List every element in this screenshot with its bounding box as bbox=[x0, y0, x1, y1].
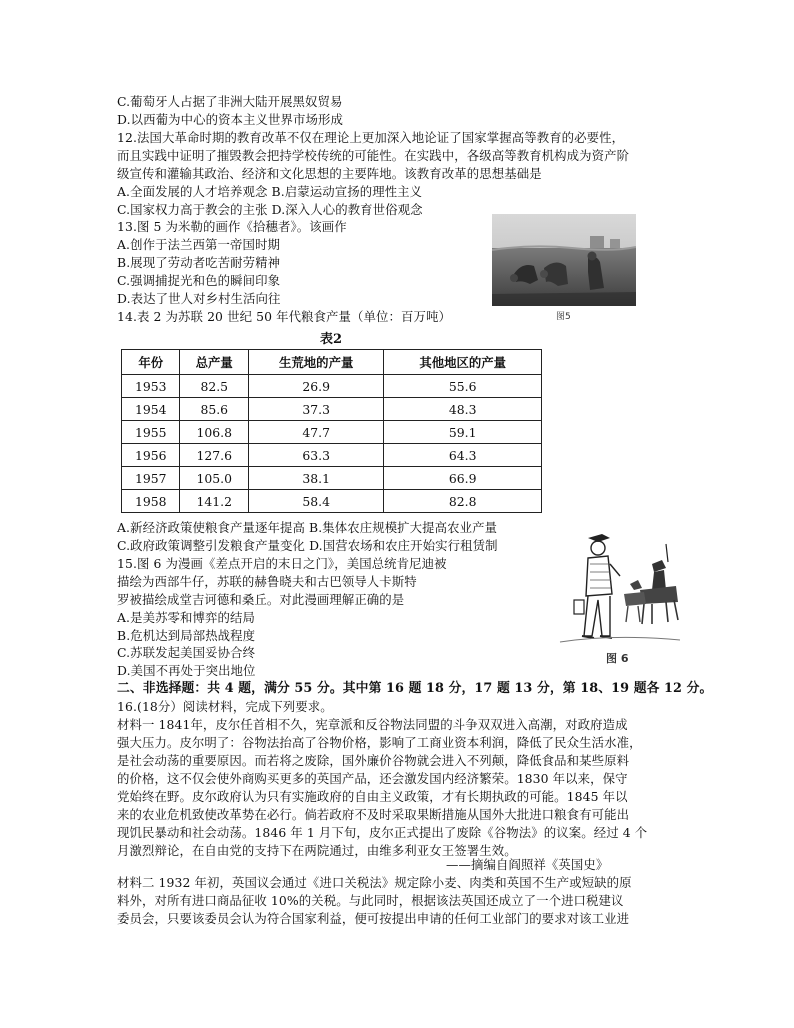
question-text: 罗被描绘成堂吉诃德和桑丘。对此漫画理解正确的是 bbox=[117, 592, 405, 607]
material-text: 料外，对所有进口商品征收 10%的关税。与此同时，根据该法英国还成立了一个进口税建议 bbox=[117, 893, 624, 908]
table-row bbox=[122, 444, 542, 467]
option-line: C.政府政策调整引发粮食产量变化 D.国营农场和农庄开始实行租赁制 bbox=[117, 538, 498, 553]
option-line: B.展现了劳动者吃苦耐劳精神 bbox=[117, 255, 281, 270]
table-cell: 38.1 bbox=[249, 467, 384, 490]
option-line: A.新经济政策使粮食产量逐年提高 B.集体农庄规模扩大提高农业产量 bbox=[117, 520, 498, 535]
question-text: 14.表 2 为苏联 20 世纪 50 年代粮食产量（单位：百万吨） bbox=[117, 309, 451, 324]
table-cell: 85.6 bbox=[180, 398, 249, 421]
material-text: 委员会，只要该委员会认为符合国家利益，便可按提出申请的任何工业部门的要求对该工业进 bbox=[117, 911, 630, 926]
table-cell: 64.3 bbox=[384, 444, 542, 467]
figure5-caption: 图5 bbox=[556, 312, 571, 322]
table-cell: 55.6 bbox=[384, 375, 542, 398]
option-line: A.是美苏零和博弈的结局 bbox=[117, 610, 255, 625]
table-row bbox=[122, 398, 542, 421]
figure5-painting bbox=[492, 214, 636, 306]
section-heading: 二、非选择题：共 4 题，满分 55 分。其中第 16 题 18 分，17 题 13 分，第 18、19 题各 12 分。 bbox=[117, 681, 713, 696]
option-line: A.全面发展的人才培养观念 B.启蒙运动宣扬的理性主义 bbox=[117, 184, 423, 199]
table-header-row bbox=[122, 350, 542, 375]
table-cell: 1956 bbox=[122, 444, 180, 467]
figure6-caption: 图 6 bbox=[606, 652, 629, 665]
question-text: 12.法国大革命时期的教育改革不仅在理论上更加深入地论证了国家掌握高等教育的必要性， bbox=[117, 130, 625, 145]
table-cell: 66.9 bbox=[384, 467, 542, 490]
grain-table bbox=[121, 349, 542, 513]
table-header: 年份 bbox=[122, 350, 180, 375]
table-cell: 47.7 bbox=[249, 421, 384, 444]
figure6-cartoon bbox=[554, 524, 686, 666]
table-cell: 106.8 bbox=[180, 421, 249, 444]
table-cell: 58.4 bbox=[249, 490, 384, 513]
table-cell: 82.5 bbox=[180, 375, 249, 398]
table-cell: 1953 bbox=[122, 375, 180, 398]
table-row bbox=[122, 375, 542, 398]
option-line: D.表达了世人对乡村生活向往 bbox=[117, 291, 281, 306]
question-text: 15.图 6 为漫画《差点开启的末日之门》，美国总统肯尼迪被 bbox=[117, 556, 447, 571]
question-text: 描绘为西部牛仔，苏联的赫鲁晓夫和古巴领导人卡斯特 bbox=[117, 574, 417, 589]
material-text: 材料一 1841年，皮尔任首相不久，宪章派和反谷物法同盟的斗争双双进入高潮，对政府造成 bbox=[117, 717, 628, 732]
question-text: 级宣传和灌输其政治、经济和文化思想的主要阵地。该教育改革的思想基础是 bbox=[117, 166, 542, 181]
table-title: 表2 bbox=[320, 332, 343, 347]
table-cell: 48.3 bbox=[384, 398, 542, 421]
table-header: 总产量 bbox=[180, 350, 249, 375]
option-line: C.苏联发起美国妥协合终 bbox=[117, 645, 256, 660]
option-line: B.危机达到局部热战程度 bbox=[117, 628, 256, 643]
source-citation: ——摘编自阎照祥《英国史》 bbox=[446, 857, 609, 872]
option-line: C.葡萄牙人占据了非洲大陆开展黑奴贸易 bbox=[117, 94, 343, 109]
table-row bbox=[122, 490, 542, 513]
material-text: 的价格，这不仅会使外商购买更多的英国产品，还会激发国内经济繁荣。1830 年以来，保守 bbox=[117, 771, 628, 786]
material-text: 月激烈辩论，在自由党的支持下在两院通过，由维多利亚女王签署生效。 bbox=[117, 843, 517, 858]
material-text: 材料二 1932 年初，英国议会通过《进口关税法》规定除小麦、肉类和英国不生产或短缺的原 bbox=[117, 875, 632, 890]
question-text: 13.图 5 为米勒的画作《拾穗者》。该画作 bbox=[117, 219, 347, 234]
option-line: C.强调捕捉光和色的瞬间印象 bbox=[117, 273, 281, 288]
table-header: 其他地区的产量 bbox=[384, 350, 542, 375]
material-text: 来的农业危机致使改革势在必行。倘若政府不及时采取果断措施从国外大批进口粮食有可能出 bbox=[117, 807, 630, 822]
table-cell: 82.8 bbox=[384, 490, 542, 513]
table-cell: 1957 bbox=[122, 467, 180, 490]
table-cell: 63.3 bbox=[249, 444, 384, 467]
table-cell: 37.3 bbox=[249, 398, 384, 421]
table-cell: 59.1 bbox=[384, 421, 542, 444]
option-line: A.创作于法兰西第一帝国时期 bbox=[117, 237, 280, 252]
material-text: 是社会动荡的重要原因。而若将之废除，国外廉价谷物就会进入不列颠，降低食品和某些原料 bbox=[117, 753, 630, 768]
table-row bbox=[122, 421, 542, 444]
material-text: 党始终在野。皮尔政府认为只有实施政府的自由主义政策，才有长期执政的可能。1845 年以 bbox=[117, 789, 628, 804]
table-cell: 105.0 bbox=[180, 467, 249, 490]
table-cell: 26.9 bbox=[249, 375, 384, 398]
material-text: 强大压力。皮尔明了：谷物法抬高了谷物价格，影响了工商业资本利润，降低了民众生活水准， bbox=[117, 735, 642, 750]
table-header: 生荒地的产量 bbox=[249, 350, 384, 375]
option-line: D.以西葡为中心的资本主义世界市场形成 bbox=[117, 112, 343, 127]
table-cell: 1954 bbox=[122, 398, 180, 421]
table-cell: 141.2 bbox=[180, 490, 249, 513]
table-row bbox=[122, 467, 542, 490]
material-text: 现饥民暴动和社会动荡。1846 年 1 月下旬，皮尔正式提出了废除《谷物法》的议案。经过 4 个 bbox=[117, 825, 648, 840]
option-line: D.美国不再处于突出地位 bbox=[117, 663, 256, 678]
question-text: 16.(18分）阅读材料，完成下列要求。 bbox=[117, 699, 333, 714]
question-text: 而且实践中证明了摧毁教会把持学校传统的可能性。在实践中，各级高等教育机构成为资产阶 bbox=[117, 148, 630, 163]
option-line: C.国家权力高于教会的主张 D.深入人心的教育世俗观念 bbox=[117, 202, 423, 217]
table-cell: 1955 bbox=[122, 421, 180, 444]
table-cell: 1958 bbox=[122, 490, 180, 513]
table-cell: 127.6 bbox=[180, 444, 249, 467]
